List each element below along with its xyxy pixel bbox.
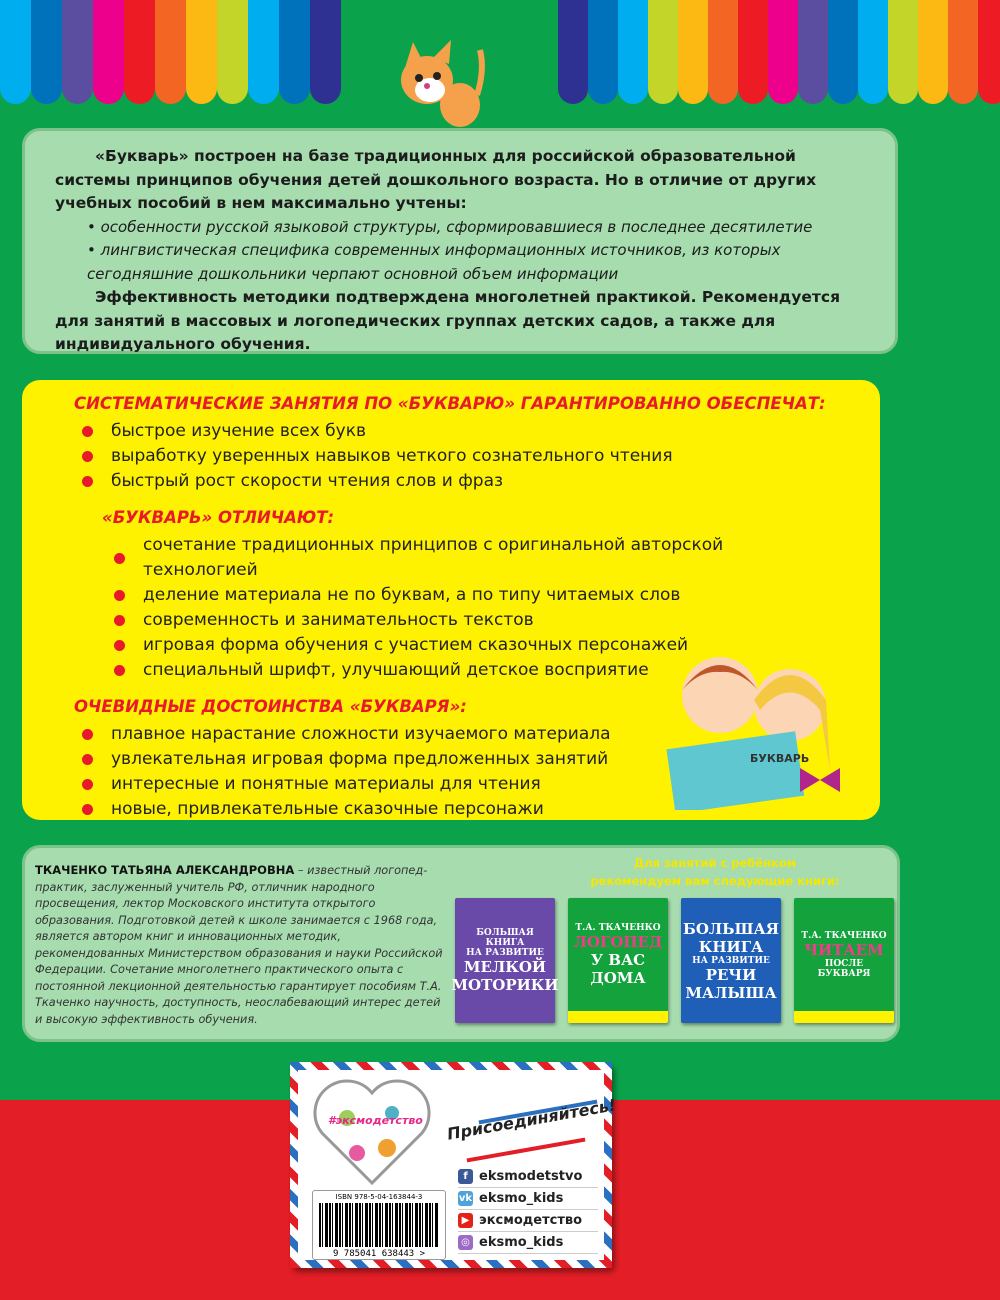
social-link[interactable] xyxy=(458,1188,598,1210)
color-stripe xyxy=(558,0,588,104)
left-color-stripes xyxy=(0,0,341,104)
color-stripe xyxy=(618,0,648,104)
list-item-text: специальный шрифт, улучшающий детское восприятие xyxy=(143,660,649,680)
book-title-line: ЛОГОПЕД xyxy=(573,932,663,951)
bullet-icon xyxy=(114,615,125,626)
social-handle: эксмодетство xyxy=(479,1213,583,1228)
color-stripe xyxy=(948,0,978,104)
join-us-title: Присоединяйтесь! xyxy=(445,1095,618,1144)
color-stripe xyxy=(828,0,858,104)
author-name: ТКАЧЕНКО ТАТЬЯНА АЛЕКСАНДРОВНА xyxy=(35,863,295,877)
list-item xyxy=(62,419,840,444)
color-stripe xyxy=(918,0,948,104)
intro-paragraph: Эффективность методики подтверждена многолетней практикой. Рекомендуется для занятий в массовых и логопедических группах детских садов, а также для индивидуального обучения. xyxy=(55,288,841,353)
book-title-line: ПОСЛЕ БУКВАРЯ xyxy=(817,958,871,979)
envelope-sticker xyxy=(290,1062,618,1268)
intro-bullet: • лингвистическая специфика современных информационных источников, из которых сегодняшние дошкольники черпают основной объем информации xyxy=(87,241,781,283)
book-title-line: МАЛЫША xyxy=(685,983,777,1002)
color-stripe xyxy=(62,0,93,104)
color-stripe xyxy=(858,0,888,104)
book-title-line: БОЛЬШАЯ КНИГА xyxy=(476,927,534,948)
book-title-line: КНИГА xyxy=(698,937,764,956)
facebook-icon: f xyxy=(458,1169,473,1184)
color-stripe xyxy=(738,0,768,104)
vk-icon: vk xyxy=(458,1193,473,1204)
isbn-barcode xyxy=(312,1190,446,1260)
benefits-heading: СИСТЕМАТИЧЕСКИЕ ЗАНЯТИЯ ПО «БУКВАРЮ» ГАРАНТИРОВАННО ОБЕСПЕЧАТ: xyxy=(74,394,826,413)
list-item xyxy=(62,608,840,633)
bullet-icon xyxy=(82,779,93,790)
color-stripe xyxy=(31,0,62,104)
social-link[interactable] xyxy=(458,1232,598,1254)
color-stripe xyxy=(588,0,618,104)
bullet-icon xyxy=(82,754,93,765)
color-stripe xyxy=(217,0,248,104)
social-links xyxy=(458,1166,598,1254)
list-item-text: игровая форма обучения с участием сказочных персонажей xyxy=(143,635,689,655)
color-stripe xyxy=(768,0,798,104)
bullet-icon xyxy=(82,729,93,740)
color-stripe xyxy=(678,0,708,104)
social-link[interactable] xyxy=(458,1210,598,1232)
intro-bullet: • особенности русской языковой структуры, сформировавшиеся в последнее десятилетие xyxy=(87,217,813,236)
features-heading: «БУКВАРЬ» ОТЛИЧАЮТ: xyxy=(102,508,335,527)
color-stripe xyxy=(798,0,828,104)
book-title-line: РЕЧИ xyxy=(705,965,757,984)
list-item-text: плавное нарастание сложности изучаемого материала xyxy=(111,724,611,744)
list-item-text: интересные и понятные материалы для чтения xyxy=(111,774,541,794)
children-reading-illustration xyxy=(650,650,860,810)
color-stripe xyxy=(186,0,217,104)
bullet-icon xyxy=(114,640,125,651)
isbn-text: ISBN 978-5-04-163844-3 xyxy=(335,1193,423,1201)
youtube-icon: ▶ xyxy=(458,1213,473,1228)
list-item xyxy=(62,444,840,469)
book-cover[interactable] xyxy=(794,898,894,1023)
book-title-line: Т.А. ТКАЧЕНКО xyxy=(575,922,661,933)
book-title-line: НА РАЗВИТИЕ xyxy=(692,955,770,966)
book-title-line: МЕЛКОЙ xyxy=(463,957,547,976)
color-stripe xyxy=(648,0,678,104)
color-stripe xyxy=(978,0,1000,104)
color-stripe xyxy=(279,0,310,104)
bullet-icon xyxy=(82,426,93,437)
author-panel xyxy=(22,845,900,1042)
right-color-stripes xyxy=(558,0,1000,104)
hashtag: #эксмодетство xyxy=(328,1114,423,1127)
bullet-icon xyxy=(82,476,93,487)
social-handle: eksmo_kids xyxy=(479,1235,564,1250)
list-item-text: быстрое изучение всех букв xyxy=(111,421,367,441)
list-item-text: быстрый рост скорости чтения слов и фраз xyxy=(111,471,504,491)
social-handle: eksmo_kids xyxy=(479,1191,564,1206)
book-title-line: НА РАЗВИТИЕ xyxy=(466,947,544,958)
list-item xyxy=(62,469,840,494)
list-item-text: деление материала не по буквам, а по типу читаемых слов xyxy=(143,585,681,605)
intro-panel xyxy=(22,128,898,354)
color-stripe xyxy=(248,0,279,104)
book-title-line: МОТОРИКИ xyxy=(451,975,559,994)
book-title-line: ЧИТАЕМ xyxy=(804,940,884,959)
color-stripe xyxy=(888,0,918,104)
intro-paragraph: «Букварь» построен на базе традиционных для российской образовательной системы принципов обучения детей дошкольного возраста. Но в отличие от других учебных пособий в нем максимально учтены: xyxy=(55,147,817,212)
color-stripe xyxy=(155,0,186,104)
barcode xyxy=(319,1203,439,1247)
primer-book-label: БУКВАРЬ xyxy=(750,752,810,765)
book-cover[interactable] xyxy=(568,898,668,1023)
bullet-icon xyxy=(114,553,125,564)
social-handle: eksmodetstvo xyxy=(479,1169,583,1184)
color-stripe xyxy=(708,0,738,104)
author-bio xyxy=(35,862,445,1028)
heart-logo xyxy=(312,1078,432,1188)
color-stripe xyxy=(124,0,155,104)
benefits-list xyxy=(62,419,840,494)
color-stripe xyxy=(0,0,31,104)
social-link[interactable] xyxy=(458,1166,598,1188)
recommendation-heading xyxy=(495,854,935,890)
list-item xyxy=(62,533,840,583)
list-item-text: выработку уверенных навыков четкого сознательного чтения xyxy=(111,446,673,466)
recommended-books xyxy=(451,898,894,1023)
book-title-line: У ВАС ДОМА xyxy=(590,950,646,987)
recommend-line: Для занятий с ребёнком xyxy=(633,856,797,870)
bullet-icon xyxy=(82,451,93,462)
bullet-icon xyxy=(82,804,93,815)
list-item-text: сочетание традиционных принципов с оригинальной авторской технологией xyxy=(143,535,724,580)
book-cover[interactable] xyxy=(681,898,781,1023)
list-item-text: новые, привлекательные сказочные персонажи xyxy=(111,799,544,819)
bullet-icon xyxy=(114,665,125,676)
book-title-line: Т.А. ТКАЧЕНКО xyxy=(801,930,887,941)
recommend-line: рекомендуем вам следующие книги: xyxy=(590,874,840,888)
instagram-icon: ◎ xyxy=(458,1235,473,1250)
advantages-heading: ОЧЕВИДНЫЕ ДОСТОИНСТВА «БУКВАРЯ»: xyxy=(74,697,467,716)
color-stripe xyxy=(93,0,124,104)
author-description: – известный логопед-практик, заслуженный учитель РФ, отличник народного просвещения, лектор Московского института открытого образования. Подготовкой детей к школе занимается с 1968 года, является автором книг и инновационных методик, рекомендованных Министерством образования и науки Российской Федерации. Сочетание многолетнего практического опыта с постоянной лекционной деятельностью гарантирует пособиям Т.А. Ткаченко научность, доступность, неослабевающий интерес детей и высокую эффективность обучения. xyxy=(35,864,443,1026)
color-stripe xyxy=(310,0,341,104)
list-item-text: современность и занимательность текстов xyxy=(143,610,534,630)
decor-line xyxy=(467,1138,586,1163)
kitten-illustration xyxy=(385,40,505,130)
list-item-text: увлекательная игровая форма предложенных занятий xyxy=(111,749,609,769)
bullet-icon xyxy=(114,590,125,601)
book-cover[interactable] xyxy=(451,898,559,1023)
barcode-number: 9 785041 638443 > xyxy=(332,1249,426,1259)
book-title-line: БОЛЬШАЯ xyxy=(683,919,779,938)
list-item xyxy=(62,583,840,608)
